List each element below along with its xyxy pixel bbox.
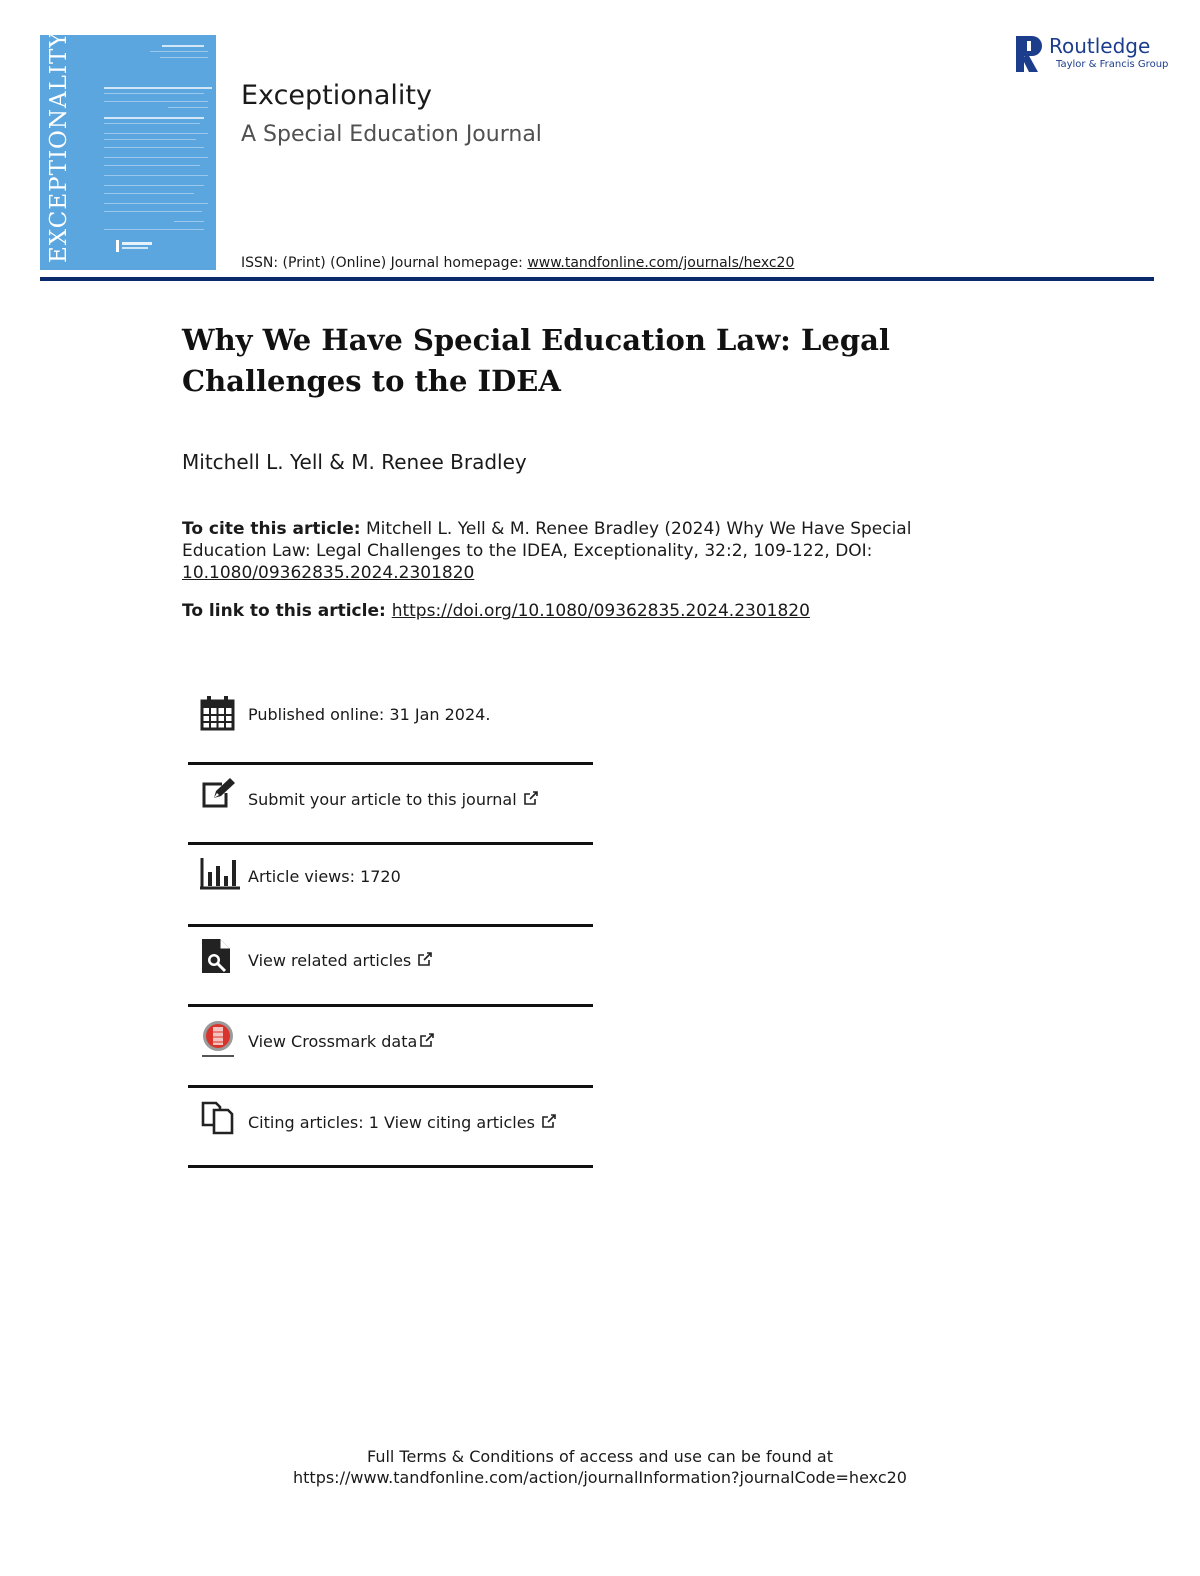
submit-row[interactable] xyxy=(188,776,593,816)
row-divider xyxy=(188,924,593,927)
issn-text: ISSN: (Print) (Online) Journal homepage: xyxy=(241,255,528,271)
header-divider xyxy=(40,277,1154,281)
journal-homepage-link[interactable]: www.tandfonline.com/journals/hexc20 xyxy=(527,255,795,271)
cover-text-line xyxy=(104,229,204,230)
related-articles-link[interactable]: View related articles xyxy=(248,951,433,970)
article-views: Article views: 1720 xyxy=(248,867,401,886)
views-row xyxy=(188,856,593,896)
cover-text-line xyxy=(168,107,208,108)
cover-text-line xyxy=(150,51,208,52)
terms-footer xyxy=(0,1446,1200,1488)
publisher-name: Routledge xyxy=(1049,34,1151,58)
crossmark-icon xyxy=(200,1018,236,1060)
publisher-tagline: Taylor & Francis Group xyxy=(1056,59,1169,70)
row-divider xyxy=(188,762,593,765)
calendar-icon xyxy=(200,695,236,731)
article-doi-url[interactable]: https://doi.org/10.1080/09362835.2024.2301820 xyxy=(391,601,810,621)
cover-text-line xyxy=(160,57,208,58)
row-divider xyxy=(188,1085,593,1088)
cover-text-line xyxy=(104,157,208,158)
link-label: To link to this article: xyxy=(182,601,392,621)
cover-text-line xyxy=(104,203,208,204)
citation-doi-link[interactable]: 10.1080/09362835.2024.2301820 xyxy=(182,563,475,583)
terms-text: Full Terms & Conditions of access and use can be found at xyxy=(366,1447,834,1466)
article-link-block xyxy=(182,600,942,622)
journal-subtitle: A Special Education Journal xyxy=(241,122,542,147)
crossmark-link[interactable]: View Crossmark data xyxy=(248,1032,435,1051)
cover-text-line xyxy=(104,123,200,124)
publisher-logo xyxy=(1014,34,1169,76)
citing-articles-link[interactable]: Citing articles: 1 View citing articles xyxy=(248,1113,557,1132)
citing-articles-icon xyxy=(200,1099,236,1135)
citation-label: To cite this article: xyxy=(182,519,361,539)
citing-row[interactable] xyxy=(188,1099,593,1139)
external-link-icon xyxy=(523,790,539,806)
cover-text-line xyxy=(104,139,196,140)
terms-url[interactable]: https://www.tandfonline.com/action/journalInformation?journalCode=hexc20 xyxy=(293,1468,907,1487)
related-row[interactable] xyxy=(188,938,593,978)
cover-text-line xyxy=(104,147,204,148)
routledge-r-icon xyxy=(1014,34,1044,76)
submit-article-link[interactable]: Submit your article to this journal xyxy=(248,790,539,809)
row-divider xyxy=(188,1004,593,1007)
edit-icon xyxy=(200,776,236,812)
cover-text-line xyxy=(104,211,202,212)
crossmark-row[interactable] xyxy=(188,1018,593,1062)
issn-line xyxy=(241,255,794,271)
cover-text-line xyxy=(104,101,208,102)
row-divider xyxy=(188,1165,593,1168)
bar-chart-icon xyxy=(200,856,240,892)
article-authors: Mitchell L. Yell & M. Renee Bradley xyxy=(182,450,527,474)
cover-text-line xyxy=(104,117,204,119)
cover-text-line xyxy=(104,93,204,94)
cover-text-line xyxy=(104,175,208,176)
article-title: Why We Have Special Education Law: Legal Challenges to the IDEA xyxy=(182,323,890,398)
external-link-icon xyxy=(419,1032,435,1048)
cover-text-line xyxy=(104,193,194,194)
document-search-icon xyxy=(200,938,236,974)
row-divider xyxy=(188,842,593,845)
citation-block xyxy=(182,518,942,584)
cover-text-line xyxy=(104,133,208,134)
published-row xyxy=(188,695,593,735)
cover-text-line xyxy=(104,87,212,89)
cover-publisher-logo xyxy=(116,239,156,253)
journal-cover-image xyxy=(40,31,216,270)
journal-title: Exceptionality xyxy=(241,80,432,111)
citation-text: Mitchell L. Yell & M. Renee Bradley (2024) Why We Have Special Education Law: Legal Challenges to the IDEA, Exceptionality, 32:2, 109-122, DOI: xyxy=(182,519,912,561)
cover-title: EXCEPTIONALITY xyxy=(46,31,72,263)
published-date: Published online: 31 Jan 2024. xyxy=(248,705,491,724)
external-link-icon xyxy=(541,1113,557,1129)
cover-text-line xyxy=(104,185,204,186)
cover-text-line xyxy=(104,165,200,166)
external-link-icon xyxy=(417,951,433,967)
cover-text-line xyxy=(174,221,204,222)
cover-text-line xyxy=(162,45,204,47)
